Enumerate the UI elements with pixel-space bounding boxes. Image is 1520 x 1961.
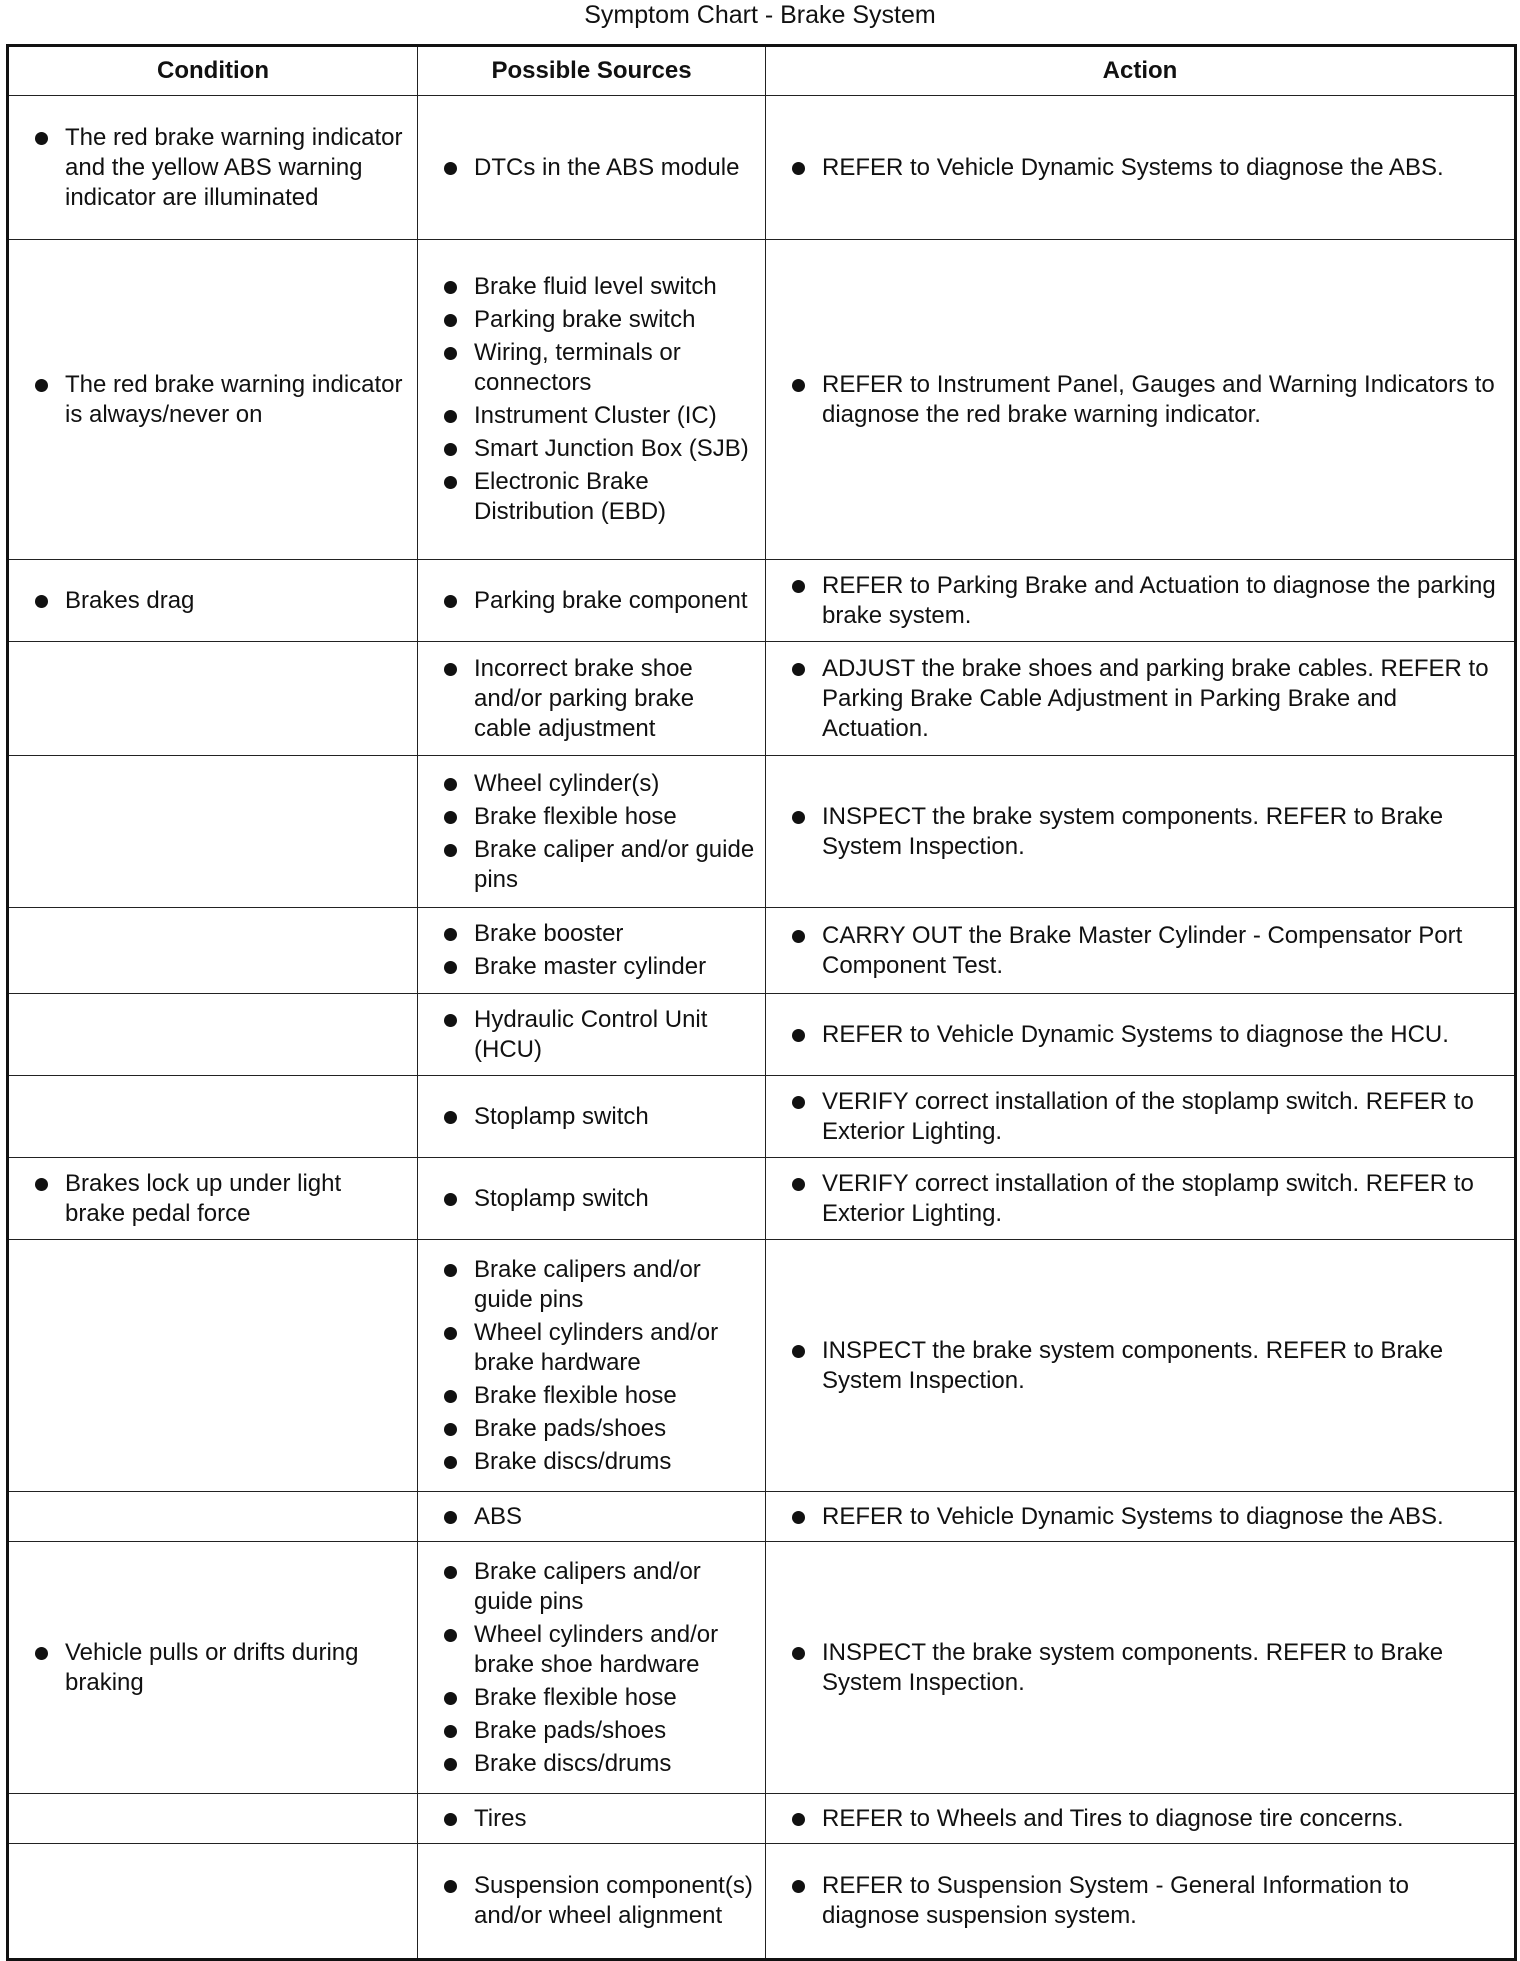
condition-cell [8, 756, 418, 908]
header-action: Action [766, 46, 1516, 96]
bullet-item: Incorrect brake shoe and/or parking brake cable adjustment [428, 654, 755, 744]
bullet-item: VERIFY correct installation of the stoplamp switch. REFER to Exterior Lighting. [776, 1169, 1504, 1229]
condition-cell [8, 1542, 418, 1794]
bullet-item: ADJUST the brake shoes and parking brake cables. REFER to Parking Brake Cable Adjustment in Parking Brake and Actuation. [776, 654, 1504, 744]
table-row [8, 1158, 1516, 1240]
bullet-item: REFER to Vehicle Dynamic Systems to diagnose the HCU. [776, 1020, 1504, 1050]
condition-cell [8, 1076, 418, 1158]
table-row [8, 756, 1516, 908]
bullet-list [428, 654, 755, 744]
action-cell [766, 1844, 1516, 1960]
bullet-item: The red brake warning indicator and the yellow ABS warning indicator are illuminated [19, 123, 407, 213]
action-cell [766, 1492, 1516, 1542]
table-row [8, 1542, 1516, 1794]
bullet-list [776, 1336, 1504, 1396]
action-cell [766, 1076, 1516, 1158]
action-cell [766, 1542, 1516, 1794]
table-row [8, 1794, 1516, 1844]
bullet-list [428, 1255, 755, 1477]
bullet-item: Brake master cylinder [428, 952, 755, 982]
symptom-chart-table [6, 44, 1517, 1961]
bullet-item: DTCs in the ABS module [428, 153, 755, 183]
table-row [8, 908, 1516, 994]
condition-cell [8, 560, 418, 642]
bullet-item: INSPECT the brake system components. REFER to Brake System Inspection. [776, 1638, 1504, 1698]
bullet-list [428, 1557, 755, 1779]
bullet-list [428, 272, 755, 527]
table-row [8, 1240, 1516, 1492]
action-cell [766, 994, 1516, 1076]
bullet-item: Brake caliper and/or guide pins [428, 835, 755, 895]
bullet-item: Brakes drag [19, 586, 407, 616]
bullet-list [776, 1804, 1504, 1834]
table-row [8, 1492, 1516, 1542]
sources-cell [418, 908, 766, 994]
condition-cell [8, 908, 418, 994]
bullet-item: REFER to Parking Brake and Actuation to diagnose the parking brake system. [776, 571, 1504, 631]
bullet-item: REFER to Instrument Panel, Gauges and Warning Indicators to diagnose the red brake warning indicator. [776, 370, 1504, 430]
bullet-item: Stoplamp switch [428, 1184, 755, 1214]
table-row [8, 994, 1516, 1076]
table-row [8, 96, 1516, 240]
table-header-row [8, 46, 1516, 96]
header-possible-sources: Possible Sources [418, 46, 766, 96]
sources-cell [418, 994, 766, 1076]
bullet-item: Wheel cylinders and/or brake hardware [428, 1318, 755, 1378]
bullet-item: Suspension component(s) and/or wheel alignment [428, 1871, 755, 1931]
bullet-item: REFER to Suspension System - General Information to diagnose suspension system. [776, 1871, 1504, 1931]
bullet-list [428, 1871, 755, 1931]
bullet-item: Wiring, terminals or connectors [428, 338, 755, 398]
bullet-item: CARRY OUT the Brake Master Cylinder - Compensator Port Component Test. [776, 921, 1504, 981]
bullet-list [428, 919, 755, 982]
bullet-list [428, 1502, 755, 1532]
bullet-item: Stoplamp switch [428, 1102, 755, 1132]
bullet-item: Brake discs/drums [428, 1447, 755, 1477]
condition-cell [8, 1240, 418, 1492]
bullet-item: The red brake warning indicator is always/never on [19, 370, 407, 430]
action-cell [766, 1158, 1516, 1240]
bullet-item: REFER to Vehicle Dynamic Systems to diagnose the ABS. [776, 1502, 1504, 1532]
sources-cell [418, 1794, 766, 1844]
bullet-list [776, 654, 1504, 744]
bullet-item: REFER to Wheels and Tires to diagnose tire concerns. [776, 1804, 1504, 1834]
bullet-item: Instrument Cluster (IC) [428, 401, 755, 431]
bullet-list [776, 921, 1504, 981]
bullet-list [428, 1184, 755, 1214]
condition-cell [8, 1844, 418, 1960]
sources-cell [418, 1492, 766, 1542]
sources-cell [418, 560, 766, 642]
condition-cell [8, 1794, 418, 1844]
bullet-item: Wheel cylinders and/or brake shoe hardware [428, 1620, 755, 1680]
bullet-list [428, 1102, 755, 1132]
bullet-item: Smart Junction Box (SJB) [428, 434, 755, 464]
bullet-list [776, 802, 1504, 862]
bullet-item: Brake fluid level switch [428, 272, 755, 302]
bullet-item: Parking brake switch [428, 305, 755, 335]
sources-cell [418, 1076, 766, 1158]
table-row [8, 642, 1516, 756]
bullet-list [428, 1804, 755, 1834]
table-row [8, 1076, 1516, 1158]
condition-cell [8, 1158, 418, 1240]
bullet-item: Brake calipers and/or guide pins [428, 1557, 755, 1617]
bullet-item: Brake pads/shoes [428, 1414, 755, 1444]
bullet-item: Hydraulic Control Unit (HCU) [428, 1005, 755, 1065]
action-cell [766, 560, 1516, 642]
condition-cell [8, 240, 418, 560]
bullet-list [19, 1169, 407, 1229]
bullet-list [776, 1871, 1504, 1931]
sources-cell [418, 96, 766, 240]
table-row [8, 560, 1516, 642]
sources-cell [418, 1844, 766, 1960]
sources-cell [418, 1240, 766, 1492]
bullet-item: Vehicle pulls or drifts during braking [19, 1638, 407, 1698]
bullet-list [776, 571, 1504, 631]
bullet-item: Brake flexible hose [428, 1381, 755, 1411]
condition-cell [8, 1492, 418, 1542]
condition-cell [8, 96, 418, 240]
bullet-list [776, 1087, 1504, 1147]
header-condition: Condition [8, 46, 418, 96]
bullet-list [776, 153, 1504, 183]
bullet-list [428, 153, 755, 183]
bullet-item: INSPECT the brake system components. REFER to Brake System Inspection. [776, 802, 1504, 862]
condition-cell [8, 642, 418, 756]
bullet-item: Electronic Brake Distribution (EBD) [428, 467, 755, 527]
bullet-list [428, 769, 755, 895]
bullet-list [428, 1005, 755, 1065]
bullet-item: VERIFY correct installation of the stoplamp switch. REFER to Exterior Lighting. [776, 1087, 1504, 1147]
action-cell [766, 642, 1516, 756]
sources-cell [418, 1542, 766, 1794]
bullet-item: Wheel cylinder(s) [428, 769, 755, 799]
bullet-list [19, 586, 407, 616]
bullet-item: Tires [428, 1804, 755, 1834]
bullet-item: ABS [428, 1502, 755, 1532]
page-title: Symptom Chart - Brake System [584, 1, 936, 29]
bullet-list [776, 1020, 1504, 1050]
table-row [8, 1844, 1516, 1960]
action-cell [766, 96, 1516, 240]
action-cell [766, 756, 1516, 908]
bullet-item: Brake calipers and/or guide pins [428, 1255, 755, 1315]
bullet-item: Brake flexible hose [428, 1683, 755, 1713]
table-row [8, 240, 1516, 560]
bullet-list [776, 370, 1504, 430]
bullet-list [776, 1502, 1504, 1532]
bullet-list [19, 123, 407, 213]
condition-cell [8, 994, 418, 1076]
bullet-item: Parking brake component [428, 586, 755, 616]
bullet-item: Brake pads/shoes [428, 1716, 755, 1746]
sources-cell [418, 1158, 766, 1240]
bullet-item: Brake booster [428, 919, 755, 949]
action-cell [766, 1240, 1516, 1492]
bullet-list [776, 1638, 1504, 1698]
bullet-list [776, 1169, 1504, 1229]
bullet-item: INSPECT the brake system components. REFER to Brake System Inspection. [776, 1336, 1504, 1396]
bullet-item: REFER to Vehicle Dynamic Systems to diagnose the ABS. [776, 153, 1504, 183]
action-cell [766, 1794, 1516, 1844]
bullet-item: Brake flexible hose [428, 802, 755, 832]
action-cell [766, 240, 1516, 560]
action-cell [766, 908, 1516, 994]
bullet-item: Brakes lock up under light brake pedal force [19, 1169, 407, 1229]
bullet-item: Brake discs/drums [428, 1749, 755, 1779]
bullet-list [19, 1638, 407, 1698]
bullet-list [428, 586, 755, 616]
sources-cell [418, 240, 766, 560]
sources-cell [418, 642, 766, 756]
bullet-list [19, 370, 407, 430]
sources-cell [418, 756, 766, 908]
